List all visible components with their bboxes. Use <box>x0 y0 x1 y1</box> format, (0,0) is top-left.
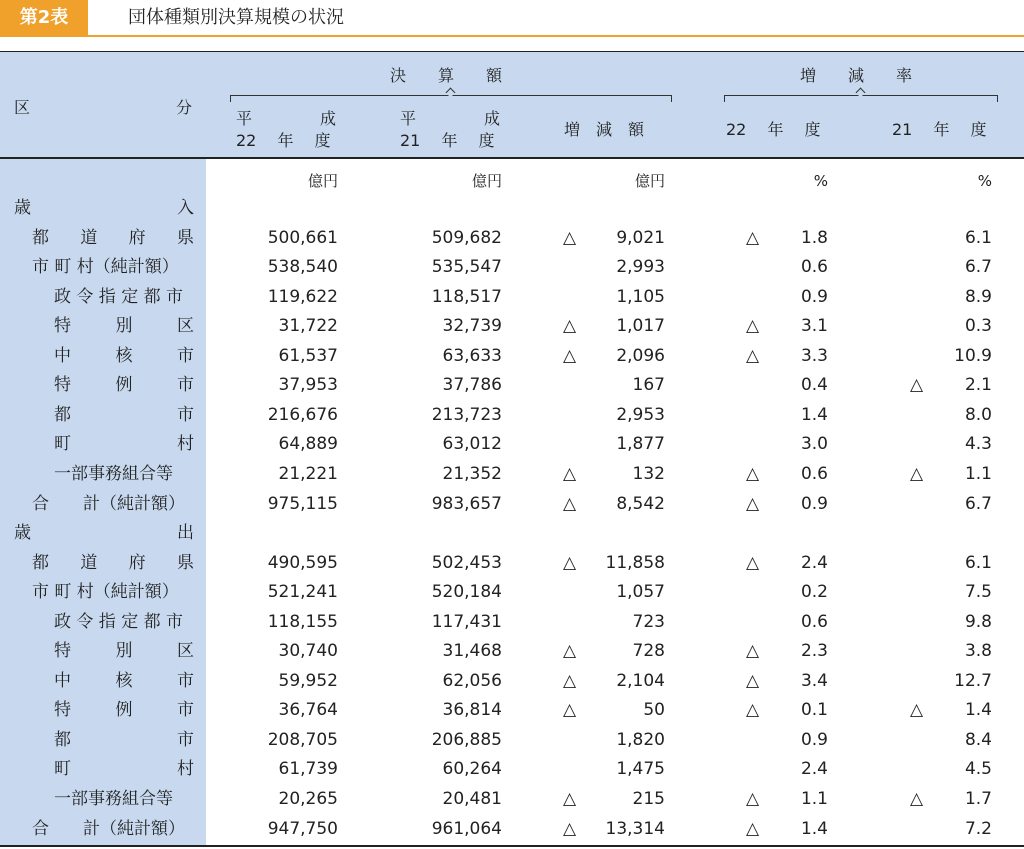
cell-e: 10.9 <box>954 345 992 366</box>
row-label: 特 例 市 <box>54 700 194 721</box>
cell-b: 37,786 <box>442 375 502 396</box>
cell-d: 3.0 <box>800 434 828 455</box>
decrease-triangle-icon: △ <box>563 818 577 839</box>
cell-b: 509,682 <box>431 227 502 248</box>
table-row <box>0 430 1024 460</box>
row-label: 政 令 指 定 都 市 <box>54 611 184 632</box>
cell-a: 31,722 <box>278 316 338 337</box>
decrease-triangle-icon: △ <box>746 818 760 839</box>
unit-col-a: 億円 <box>307 172 338 190</box>
cell-d: 3.1 <box>800 316 828 337</box>
cell-a: 490,595 <box>267 552 338 573</box>
cell-d: 0.6 <box>800 463 828 484</box>
cell-a: 37,953 <box>278 375 338 396</box>
cell-c: 2,993 <box>616 257 665 278</box>
cell-b: 32,739 <box>442 316 502 337</box>
header-col-b-bottom: 21 年 度 <box>400 131 495 150</box>
decrease-triangle-icon: △ <box>910 700 924 721</box>
header-col-a-bottom: 22 年 度 <box>236 131 331 150</box>
row-label: 都 市 <box>54 729 194 750</box>
decrease-triangle-icon: △ <box>563 493 577 514</box>
row-label: 都 道 府 県 <box>32 227 194 248</box>
table-title: 団体種類別決算規模の状況 <box>128 7 344 28</box>
decrease-triangle-icon: △ <box>563 670 577 691</box>
title-underline <box>0 35 1024 37</box>
header-col-d: 22 年 度 <box>726 120 821 139</box>
cell-b: 535,547 <box>431 257 502 278</box>
cell-d: 2.3 <box>800 641 828 662</box>
decrease-triangle-icon: △ <box>746 700 760 721</box>
header-col-a-top-left: 平 <box>236 109 253 128</box>
decrease-triangle-icon: △ <box>746 227 760 248</box>
table-row <box>0 371 1024 401</box>
row-label: 一部事務組合等 <box>54 463 173 484</box>
cell-e: 3.8 <box>964 641 992 662</box>
table-header <box>0 51 1024 159</box>
table-bottom-rule <box>0 845 1024 847</box>
cell-e: 6.7 <box>964 257 992 278</box>
decrease-triangle-icon: △ <box>563 552 577 573</box>
cell-e: 12.7 <box>954 670 992 691</box>
header-col-b-top-left: 平 <box>400 109 417 128</box>
table-row <box>0 578 1024 608</box>
cell-b: 21,352 <box>442 463 502 484</box>
cell-c: 1,057 <box>616 582 665 603</box>
cell-d: 1.4 <box>800 404 828 425</box>
table-row <box>0 755 1024 785</box>
cell-c: 728 <box>632 641 665 662</box>
cell-b: 20,481 <box>442 789 502 809</box>
row-label: 町 村 <box>54 434 194 455</box>
cell-c: 2,096 <box>616 345 665 366</box>
cell-b: 63,633 <box>442 345 502 366</box>
cell-d: 0.9 <box>800 493 828 514</box>
table-row <box>0 549 1024 579</box>
cell-e: 7.5 <box>964 582 992 603</box>
cell-a: 216,676 <box>267 404 338 425</box>
decrease-triangle-icon: △ <box>746 552 760 573</box>
table-row <box>0 785 1024 815</box>
cell-a: 30,740 <box>278 641 338 662</box>
row-label: 町 村 <box>54 759 194 780</box>
cell-a: 20,265 <box>278 789 338 809</box>
row-label: 合 計（純計額） <box>32 493 185 514</box>
cell-a: 61,739 <box>278 759 338 780</box>
cell-d: 0.1 <box>800 700 828 721</box>
cell-d: 0.4 <box>800 375 828 396</box>
row-label: 都 道 府 県 <box>32 552 194 573</box>
table-number-badge: 第2表 <box>0 0 88 36</box>
row-label: 中 核 市 <box>54 345 194 366</box>
cell-e: 6.1 <box>964 227 992 248</box>
unit-col-e: % <box>977 172 992 190</box>
cell-e: 6.1 <box>964 552 992 573</box>
cell-a: 208,705 <box>267 729 338 750</box>
cell-b: 60,264 <box>442 759 502 780</box>
header-top-rule <box>0 51 1024 52</box>
row-label: 合 計（純計額） <box>32 818 185 839</box>
cell-d: 0.9 <box>800 286 828 307</box>
decrease-triangle-icon: △ <box>746 789 760 809</box>
row-label: 歳 入 <box>14 198 194 218</box>
cell-d: 2.4 <box>800 552 828 573</box>
table-row <box>0 637 1024 667</box>
decrease-triangle-icon: △ <box>563 345 577 366</box>
cell-d: 1.1 <box>800 789 828 809</box>
table-row <box>0 224 1024 254</box>
section-row <box>0 519 1024 549</box>
cell-b: 62,056 <box>442 670 502 691</box>
header-col-c: 増 減 額 <box>564 120 645 139</box>
header-zougen-group: 増 減 率 <box>800 66 913 85</box>
cell-d: 0.9 <box>800 729 828 750</box>
table-row <box>0 490 1024 520</box>
cell-c: 9,021 <box>616 227 665 248</box>
cell-b: 31,468 <box>442 641 502 662</box>
section-row <box>0 194 1024 224</box>
header-kubun-right: 分 <box>176 98 193 117</box>
decrease-triangle-icon: △ <box>563 227 577 248</box>
decrease-triangle-icon: △ <box>746 345 760 366</box>
decrease-triangle-icon: △ <box>563 789 577 809</box>
cell-a: 21,221 <box>278 463 338 484</box>
row-label: 中 核 市 <box>54 670 194 691</box>
cell-b: 520,184 <box>431 582 502 603</box>
cell-e: 1.7 <box>964 789 992 809</box>
cell-e: 1.1 <box>964 463 992 484</box>
cell-a: 64,889 <box>278 434 338 455</box>
table-row <box>0 696 1024 726</box>
header-col-a-top-right: 成 <box>320 109 337 128</box>
decrease-triangle-icon: △ <box>746 493 760 514</box>
cell-c: 723 <box>632 611 665 632</box>
unit-col-d: % <box>813 172 828 190</box>
cell-d: 0.6 <box>800 257 828 278</box>
cell-d: 3.3 <box>800 345 828 366</box>
title-bar <box>0 0 1024 36</box>
cell-c: 215 <box>632 789 665 809</box>
cell-e: 8.4 <box>964 729 992 750</box>
cell-a: 521,241 <box>267 582 338 603</box>
cell-d: 0.6 <box>800 611 828 632</box>
cell-c: 132 <box>632 463 665 484</box>
unit-col-c: 億円 <box>634 172 665 190</box>
cell-a: 61,537 <box>278 345 338 366</box>
cell-b: 36,814 <box>442 700 502 721</box>
cell-a: 119,622 <box>267 286 338 307</box>
cell-c: 13,314 <box>605 818 665 839</box>
cell-a: 500,661 <box>267 227 338 248</box>
cell-c: 8,542 <box>616 493 665 514</box>
unit-col-b: 億円 <box>471 172 502 190</box>
cell-e: 8.0 <box>964 404 992 425</box>
table-row <box>0 342 1024 372</box>
cell-c: 1,105 <box>616 286 665 307</box>
cell-a: 118,155 <box>267 611 338 632</box>
decrease-triangle-icon: △ <box>563 641 577 662</box>
cell-e: 7.2 <box>964 818 992 839</box>
unit-row <box>0 167 1024 197</box>
decrease-triangle-icon: △ <box>910 463 924 484</box>
cell-c: 11,858 <box>605 552 665 573</box>
decrease-triangle-icon: △ <box>746 670 760 691</box>
decrease-triangle-icon: △ <box>910 375 924 396</box>
row-label: 市 町 村（純計額） <box>32 582 179 603</box>
row-label: 政 令 指 定 都 市 <box>54 286 184 307</box>
decrease-triangle-icon: △ <box>746 463 760 484</box>
cell-b: 502,453 <box>431 552 502 573</box>
cell-c: 1,017 <box>616 316 665 337</box>
cell-e: 8.9 <box>964 286 992 307</box>
row-label: 特 別 区 <box>54 316 194 337</box>
table-row <box>0 726 1024 756</box>
row-label: 歳 出 <box>14 523 194 544</box>
cell-c: 1,877 <box>616 434 665 455</box>
cell-c: 50 <box>643 700 665 721</box>
cell-b: 63,012 <box>442 434 502 455</box>
decrease-triangle-icon: △ <box>563 463 577 484</box>
cell-d: 3.4 <box>800 670 828 691</box>
cell-c: 2,953 <box>616 404 665 425</box>
cell-e: 0.3 <box>964 316 992 337</box>
cell-c: 2,104 <box>616 670 665 691</box>
cell-e: 9.8 <box>964 611 992 632</box>
cell-a: 538,540 <box>267 257 338 278</box>
cell-e: 4.3 <box>964 434 992 455</box>
cell-e: 6.7 <box>964 493 992 514</box>
decrease-triangle-icon: △ <box>746 316 760 337</box>
table-row <box>0 283 1024 313</box>
cell-a: 59,952 <box>278 670 338 691</box>
row-label: 都 市 <box>54 404 194 425</box>
table-row <box>0 401 1024 431</box>
cell-a: 36,764 <box>278 700 338 721</box>
table-row <box>0 608 1024 638</box>
row-label: 特 例 市 <box>54 375 194 396</box>
cell-d: 0.2 <box>800 582 828 603</box>
row-label: 特 別 区 <box>54 641 194 662</box>
cell-e: 1.4 <box>964 700 992 721</box>
header-col-e: 21 年 度 <box>892 120 987 139</box>
cell-d: 1.4 <box>800 818 828 839</box>
header-col-b-top-right: 成 <box>484 109 501 128</box>
table-row <box>0 460 1024 490</box>
decrease-triangle-icon: △ <box>910 789 924 809</box>
cell-b: 983,657 <box>431 493 502 514</box>
cell-c: 1,820 <box>616 729 665 750</box>
table-row <box>0 253 1024 283</box>
cell-a: 975,115 <box>267 493 338 514</box>
decrease-triangle-icon: △ <box>746 641 760 662</box>
cell-a: 947,750 <box>267 818 338 839</box>
cell-b: 206,885 <box>431 729 502 750</box>
cell-b: 213,723 <box>431 404 502 425</box>
row-label: 市 町 村（純計額） <box>32 257 179 278</box>
cell-b: 118,517 <box>431 286 502 307</box>
table-row <box>0 312 1024 342</box>
row-label: 一部事務組合等 <box>54 789 173 809</box>
header-kubun-left: 区 <box>14 98 31 117</box>
table-row <box>0 667 1024 697</box>
decrease-triangle-icon: △ <box>563 316 577 337</box>
cell-e: 4.5 <box>964 759 992 780</box>
cell-b: 961,064 <box>431 818 502 839</box>
decrease-triangle-icon: △ <box>563 700 577 721</box>
cell-c: 1,475 <box>616 759 665 780</box>
cell-b: 117,431 <box>431 611 502 632</box>
cell-c: 167 <box>632 375 665 396</box>
cell-d: 1.8 <box>800 227 828 248</box>
cell-d: 2.4 <box>800 759 828 780</box>
table-row <box>0 815 1024 845</box>
cell-e: 2.1 <box>964 375 992 396</box>
header-kessan-group: 決 算 額 <box>390 66 503 85</box>
